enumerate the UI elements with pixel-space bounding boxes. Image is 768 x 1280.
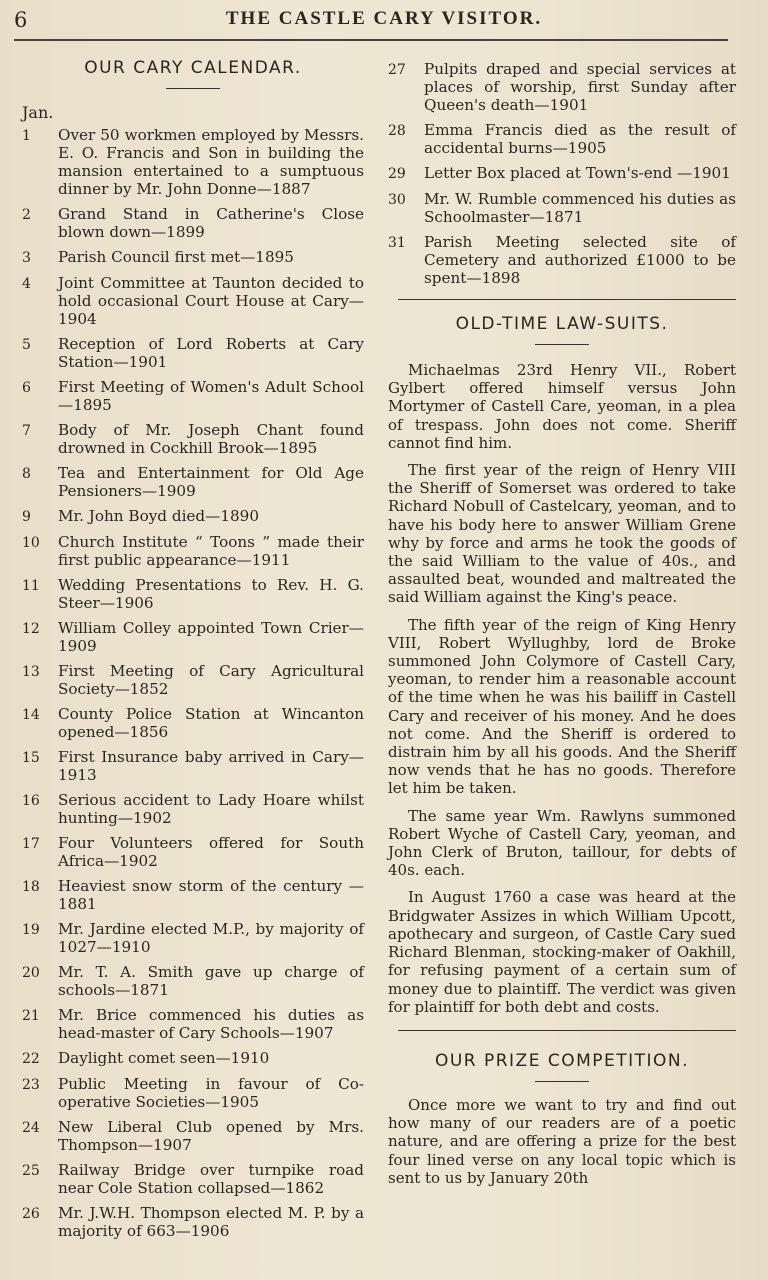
calendar-entry	[22, 920, 364, 956]
entry-text: Mr. John Boyd died—1890	[58, 507, 259, 525]
entry-day: 22	[22, 1051, 40, 1067]
entry-text: Heaviest snow storm of the century —1881	[58, 877, 364, 913]
entry-text: Railway Bridge over turnpike road near Cole Station collapsed—1862	[58, 1161, 364, 1197]
entry-day: 6	[22, 380, 31, 396]
calendar-entry	[22, 1075, 364, 1111]
entry-text: First Meeting of Women's Adult School—1895	[58, 378, 364, 414]
lawsuit-paragraph: The first year of the reign of Henry VIII the Sheriff of Somerset was ordered to take Richard Nobull of Castelcary, yeoman, and to have his body here to answer William Grene why by force and arms he took the goods of the said William to the value of 40s., and assaulted beat, wounded and maltreated the said William against the King's peace.	[388, 461, 736, 607]
calendar-entries-part1	[22, 126, 364, 1240]
entry-day: 14	[22, 707, 40, 723]
lawsuit-paragraph: Michaelmas 23rd Henry VII., Robert Gylbert offered himself versus John Mortymer of Castell Care, yeoman, in a plea of trespass. John does not come. Sheriff cannot find him.	[388, 361, 736, 452]
calendar-entry	[22, 1049, 364, 1068]
calendar-entry	[388, 164, 736, 183]
calendar-entry	[22, 877, 364, 913]
entry-text: Pulpits draped and special services at places of worship, first Sunday after Queen's death—1901	[424, 60, 736, 114]
entry-text: Mr. T. A. Smith gave up charge of schools—1871	[58, 963, 364, 999]
section-divider-1	[398, 299, 736, 300]
entry-day: 1	[22, 128, 31, 144]
entry-text: Parish Meeting selected site of Cemetery and authorized £1000 to be spent—1898	[424, 233, 736, 287]
lawsuit-paragraph: The fifth year of the reign of King Henry VIII, Robert Wyllughby, lord de Broke summoned John Colymore of Castell Cary, yeoman, to render him a reasonable account of the time when he was his bailiff in Castell Cary and receiver of his money. And he does not come. And the Sheriff is ordered to distrain him by all his goods. And the Sheriff now vends that he has no goods. Therefore let him be taken.	[388, 615, 736, 798]
entry-day: 19	[22, 922, 40, 938]
page-header	[0, 0, 768, 40]
calendar-entry	[22, 662, 364, 698]
entry-day: 20	[22, 965, 40, 981]
calendar-entry	[22, 834, 364, 870]
entry-day: 5	[22, 337, 31, 353]
entry-text: Mr. J.W.H. Thompson elected M. P. by a majority of 663—1906	[58, 1204, 364, 1240]
entry-text: Daylight comet seen—1910	[58, 1049, 270, 1067]
calendar-entry	[22, 126, 364, 198]
lawsuit-paragraph: In August 1760 a case was heard at the Bridgwater Assizes in which William Upcott, apothecary and surgeon, of Castle Cary sued Richard Blenman, stocking-maker of Oakhill, for refusing payment of a certain sum of money due to plaintiff. The verdict was given for plaintiff for both debt and costs.	[388, 888, 736, 1016]
prize-title: OUR PRIZE COMPETITION.	[434, 1050, 690, 1071]
entry-text: Wedding Presentations to Rev. H. G. Steer—1906	[58, 576, 364, 612]
entry-day: 3	[22, 250, 31, 266]
section-divider-2	[398, 1030, 736, 1031]
entry-text: Mr. Jardine elected M.P., by majority of 1027—1910	[58, 920, 364, 956]
right-column	[388, 60, 736, 1196]
entry-text: Four Volunteers offered for South Africa—1902	[58, 834, 364, 870]
entry-text: Mr. Brice commenced his duties as head-master of Cary Schools—1907	[58, 1006, 364, 1042]
calendar-entry	[22, 619, 364, 655]
calendar-entry	[22, 205, 364, 241]
calendar-entry	[22, 378, 364, 414]
entry-text: Over 50 workmen employed by Messrs. E. O. Francis and Son in building the mansion entertained to a sumptuous dinner by Mr. John Donne—1887	[58, 126, 364, 198]
calendar-entry	[22, 1161, 364, 1197]
lawsuit-paragraph: The same year Wm. Rawlyns summoned Robert Wyche of Castell Cary, yeoman, and John Clerk of Bruton, taillour, for debts of 40s. each.	[388, 806, 736, 880]
entry-day: 27	[388, 62, 406, 78]
entry-day: 25	[22, 1163, 40, 1179]
entry-day: 15	[22, 750, 40, 766]
entry-day: 8	[22, 466, 31, 482]
calendar-entry	[22, 748, 364, 784]
entry-day: 28	[388, 123, 406, 139]
entry-day: 30	[388, 192, 406, 208]
calendar-entry	[22, 1006, 364, 1042]
entry-day: 31	[388, 235, 406, 251]
entry-text: Emma Francis died as the result of accidental burns—1905	[424, 121, 736, 157]
calendar-entry	[22, 705, 364, 741]
calendar-entry	[22, 533, 364, 569]
entry-text: Tea and Entertainment for Old Age Pensioners—1909	[58, 464, 364, 500]
entry-day: 23	[22, 1077, 40, 1093]
entry-day: 13	[22, 664, 40, 680]
entry-text: Grand Stand in Catherine's Close blown down—1899	[58, 205, 364, 241]
entry-day: 9	[22, 509, 31, 525]
entry-text: Body of Mr. Joseph Chant found drowned in Cockhill Brook—1895	[58, 421, 364, 457]
calendar-entry	[22, 335, 364, 371]
entry-day: 17	[22, 836, 40, 852]
running-title: THE CASTLE CARY VISITOR.	[225, 8, 543, 29]
entry-day: 2	[22, 207, 31, 223]
entry-text: First Meeting of Cary Agricultural Society—1852	[58, 662, 364, 698]
entry-text: Letter Box placed at Town's-end —1901	[424, 164, 731, 182]
calendar-entry	[22, 791, 364, 827]
left-column	[22, 50, 364, 1247]
entry-day: 11	[22, 578, 40, 594]
calendar-entry	[22, 507, 364, 526]
entry-text: William Colley appointed Town Crier—1909	[58, 619, 364, 655]
calendar-entry	[22, 464, 364, 500]
calendar-entry	[388, 190, 736, 226]
entry-day: 24	[22, 1120, 40, 1136]
entry-day: 26	[22, 1206, 40, 1222]
entry-text: First Insurance baby arrived in Cary—1913	[58, 748, 364, 784]
prize-title-rule	[535, 1081, 589, 1082]
entry-day: 21	[22, 1008, 40, 1024]
calendar-entry	[22, 274, 364, 328]
calendar-entries-part2	[388, 60, 736, 287]
entry-day: 18	[22, 879, 40, 895]
entry-text: Public Meeting in favour of Co-operative Societies—1905	[58, 1075, 364, 1111]
calendar-entry	[22, 421, 364, 457]
entry-text: Serious accident to Lady Hoare whilst hunting—1902	[58, 791, 364, 827]
entry-day: 7	[22, 423, 31, 439]
calendar-entry	[22, 1204, 364, 1240]
entry-text: Joint Committee at Taunton decided to hold occasional Court House at Cary—1904	[58, 274, 364, 328]
entry-text: County Police Station at Wincanton opened—1856	[58, 705, 364, 741]
entry-day: 29	[388, 166, 406, 182]
lawsuits-title: OLD-TIME LAW-SUITS.	[455, 314, 669, 334]
prize-paragraph: Once more we want to try and find out how many of our readers are of a poetic nature, and are offering a prize for the best four lined verse on any local topic which is sent to us by January 20th	[388, 1095, 736, 1187]
calendar-entry	[22, 248, 364, 267]
entry-text: Parish Council first met—1895	[58, 248, 294, 266]
entry-text: Mr. W. Rumble commenced his duties as Schoolmaster—1871	[424, 190, 736, 226]
calendar-title-rule	[166, 88, 220, 89]
entry-day: 16	[22, 793, 40, 809]
calendar-entry	[388, 233, 736, 287]
page-number: 6	[14, 8, 28, 32]
entry-text: Reception of Lord Roberts at Cary Station—1901	[58, 335, 364, 371]
calendar-entry	[22, 1118, 364, 1154]
calendar-title: OUR CARY CALENDAR.	[84, 58, 302, 78]
entry-text: Church Institute “ Toons ” made their first public appearance—1911	[58, 533, 364, 569]
entry-day: 4	[22, 276, 31, 292]
calendar-month: Jan.	[22, 103, 54, 122]
calendar-entry	[388, 60, 736, 114]
entry-day: 10	[22, 535, 40, 551]
header-rule	[14, 39, 728, 41]
entry-text: New Liberal Club opened by Mrs. Thompson—1907	[58, 1118, 364, 1154]
entry-day: 12	[22, 621, 40, 637]
lawsuits-title-rule	[535, 344, 589, 345]
calendar-entry	[22, 963, 364, 999]
calendar-entry	[388, 121, 736, 157]
calendar-entry	[22, 576, 364, 612]
